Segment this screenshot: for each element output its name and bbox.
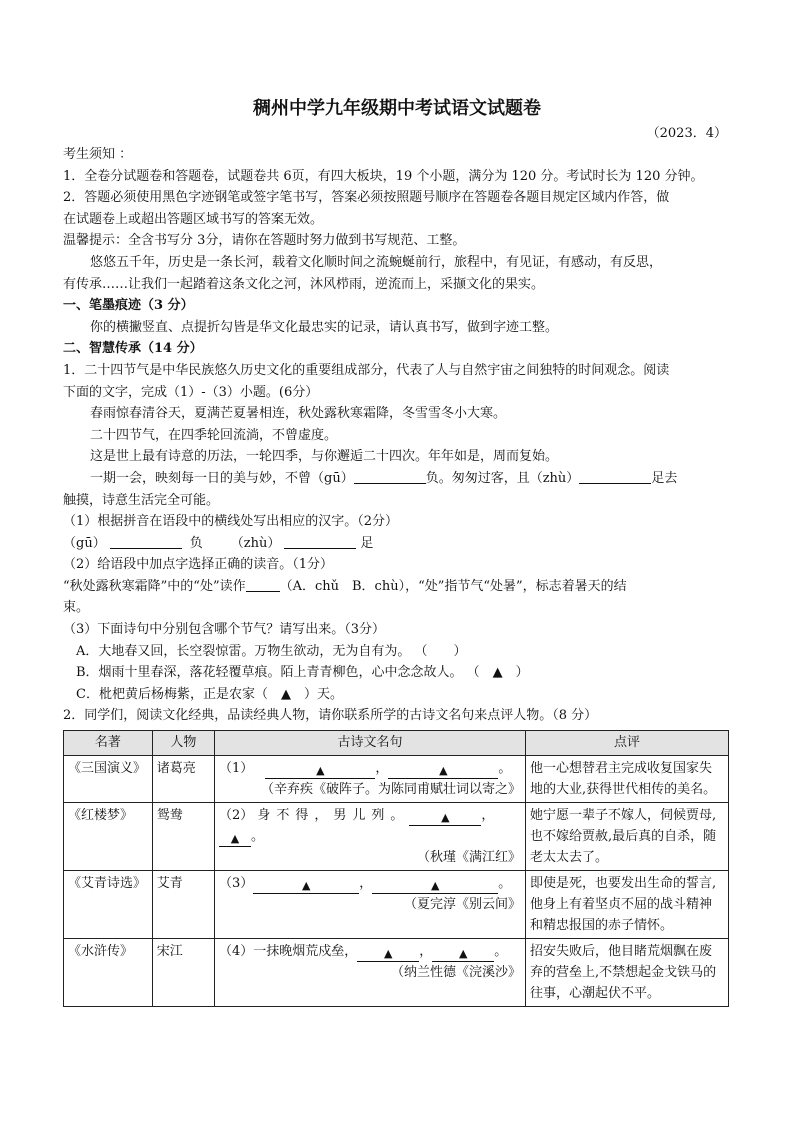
answer-zhu-blank[interactable] [284,534,356,549]
cell-comment: 即使是死，也要发出生命的誓言,他身上有着坚贞不屈的战斗精神和精忠报国的赤子情怀。 [526,871,729,939]
passage-line-4-b: 负。匆匆过客，且（zhù） [425,470,580,486]
cell-person: 宋江 [152,939,214,1007]
notice-item-1: 1．全卷分试题卷和答题卷，试题卷共 6页，有四大板块，19 个小题，满分为 120 分。考试时长为 120 分钟。 [63,168,704,184]
quote-separator: ， [419,944,433,960]
quote-end: 。 [498,876,512,892]
answer-blank[interactable]: ▲ [265,764,375,779]
section2-heading: 二、智慧传承（14 分） [63,341,203,357]
blank-zhu[interactable] [579,469,651,484]
intro-text: 悠悠五千年，历史是一条长河，载着文化顺时间之流蜿蜒前行，旅程中，有见证，有感动，有反思， [90,254,663,270]
exam-page [63,96,731,1007]
notice-label: 考生须知 ： [63,147,133,162]
cell-work: 《水浒传》 [64,939,153,1007]
page-title: 稠州中学九年级期中考试语文试题卷 [253,98,541,119]
subquestion-2-question [63,576,731,598]
passage-line-4-c: 足去 [651,470,678,486]
table-row [64,871,729,939]
quote-number: （4） [218,944,254,960]
quote-text: 一抹晚烟荒戍垒， [253,944,358,960]
answer-blank[interactable]: ▲ [253,879,359,894]
classics-table [63,730,729,1007]
quote-number: （1） [218,761,254,777]
cell-work: 《红楼梦》 [64,803,153,871]
answer-gu-suffix: 负 [189,535,203,551]
cell-comment: 他一心想替君主完成收复国家失地的大业,获得世代相传的美名。 [526,756,729,803]
question1-stem: 1．二十四节气是中华民族悠久历史文化的重要组成部分，代表了人与自然宇宙之间独特的时间观念。阅读 [63,362,670,378]
option-b: B．烟雨十里春深，落花轻覆草痕。陌上青青柳色，心中念念故人。 （ ▲ ） [76,665,529,681]
notice-item-2: 2．答题必须使用黑色字迹钢笔或签字笔书写，答案必须按照题号顺序在答题卷各题目规定区域内作答，做 [63,190,670,206]
subquestion-1-answer [63,533,731,555]
table-row [64,939,729,1007]
quote-source: （夏完淳《别云间》 [404,897,522,913]
passage-line-3: 这是世上最有诗意的历法，一轮四季，与你邂逅二十四次。年年如是，周而复始。 [90,449,559,465]
option-a: A．大地春又回，长空裂惊雷。万物生欲动，无为自有为。 （ ） [76,643,467,659]
table-header-quote: 古诗文名句 [214,731,525,756]
table-header-row [64,731,729,756]
sub2-text-b: （A．chǔ B．chù），“处”指节气“处暑”，标志着暑天的结 [279,578,627,594]
answer-blank[interactable]: ▲ [409,811,481,826]
subquestion-3: （3）下面诗句中分别包含哪个节气？请写出来。（3分） [63,622,386,638]
passage-line-4-a: 一期一会，映刻每一日的美与妙，不曾（gū） [90,470,354,486]
subquestion-2-end: 束。 [63,600,90,616]
answer-blank[interactable]: ▲ [432,947,494,962]
cell-comment: 她宁愿一辈子不嫁人，伺候贾母,也不嫁给贾赦,最后真的自杀，随老太太去了。 [526,803,729,871]
answer-gu-label: （gū） [63,535,106,551]
cell-person: 鸳鸯 [152,803,214,871]
quote-source: （秋瑾《满江红》 [417,850,522,866]
cell-quote [214,871,525,939]
quote-number: （3） [218,876,254,892]
question1-stem-cont: 下面的文字，完成（1）-（3）小题。(6分） [63,384,319,400]
quote-text: 身不得，男儿列。 [257,808,410,824]
table-header-work: 名著 [64,731,153,756]
quote-end: 。 [494,944,508,960]
cell-comment: 招安失败后，他目睹荒烟飘在废弃的营垒上,不禁想起金戈铁马的往事，心潮起伏不平。 [526,939,729,1007]
answer-blank[interactable]: ▲ [388,764,498,779]
cell-work: 《三国演义》 [64,756,153,803]
cell-quote [214,756,525,803]
quote-number: （2） [218,808,254,824]
answer-zhu-label: （zhù） [230,535,281,551]
answer-gu-blank[interactable] [110,534,182,549]
quote-end: 。 [498,761,512,777]
subquestion-1: （1）根据拼音在语段中的横线处写出相应的汉字。（2分） [63,514,399,530]
option-c: C．枇杷黄后杨梅紫，正是农家（ ▲ ）天。 [76,686,343,702]
quote-separator: ， [481,808,495,824]
quote-separator: ， [375,761,389,777]
table-row [64,756,729,803]
table-header-comment: 点评 [526,731,729,756]
answer-blank[interactable]: ▲ [357,947,419,962]
quote-separator: ， [359,876,373,892]
cell-quote [214,803,525,871]
passage-line-1: 春雨惊春清谷天，夏满芒夏暑相连，秋处露秋寒霜降，冬雪雪冬小大寒。 [90,406,507,422]
answer-blank[interactable]: ▲ [219,832,251,847]
section1-heading: 一、笔墨痕迹（3 分） [63,298,194,314]
cell-work: 《艾青诗选》 [64,871,153,939]
quote-source: （辛弃疾《破阵子。为陈同甫赋壮词以寄之》 [261,782,522,798]
table-header-person: 人物 [152,731,214,756]
passage-line-5: 触摸，诗意生活完全可能。 [63,492,220,508]
table-row [64,803,729,871]
quote-end: 。 [250,829,264,845]
cell-quote [214,939,525,1007]
answer-blank[interactable]: ▲ [372,879,498,894]
cell-person: 艾青 [152,871,214,939]
notice-tip: 温馨提示：全含书写分 3分，请你在答题时努力做到书写规范、工整。 [63,233,466,249]
section1-text: 你的横撇竖直、点提折勾皆是华文化最忠实的记录，请认真书写，做到字迹工整。 [90,319,559,335]
exam-date: （2023．4） [646,126,727,141]
subquestion-2: （2）给语段中加点字选择正确的读音。（1分） [63,557,334,573]
cell-person: 诸葛亮 [152,756,214,803]
quote-source: （纳兰性德《浣溪沙》 [391,965,522,981]
sub2-blank[interactable] [246,577,280,592]
answer-zhu-suffix: 足 [360,535,374,551]
passage-line-4 [63,468,731,490]
blank-gu[interactable] [354,469,426,484]
passage-line-2: 二十四节气，在四季轮回流淌，不曾虚度。 [90,427,338,443]
notice-item-2-cont: 在试题卷上或超出答题区域书写的答案无效。 [63,211,324,227]
sub2-text-a: “秋处露秋寒霜降”中的“处”读作 [63,578,246,594]
intro-text-cont: 有传承……让我们一起踏着这条文化之河，沐风栉雨，逆流而上，采撷文化的果实。 [63,276,545,292]
question2-stem: 2．同学们，阅读文化经典，品读经典人物，请你联系所学的古诗文名句来点评人物。（8 分） [63,708,598,724]
